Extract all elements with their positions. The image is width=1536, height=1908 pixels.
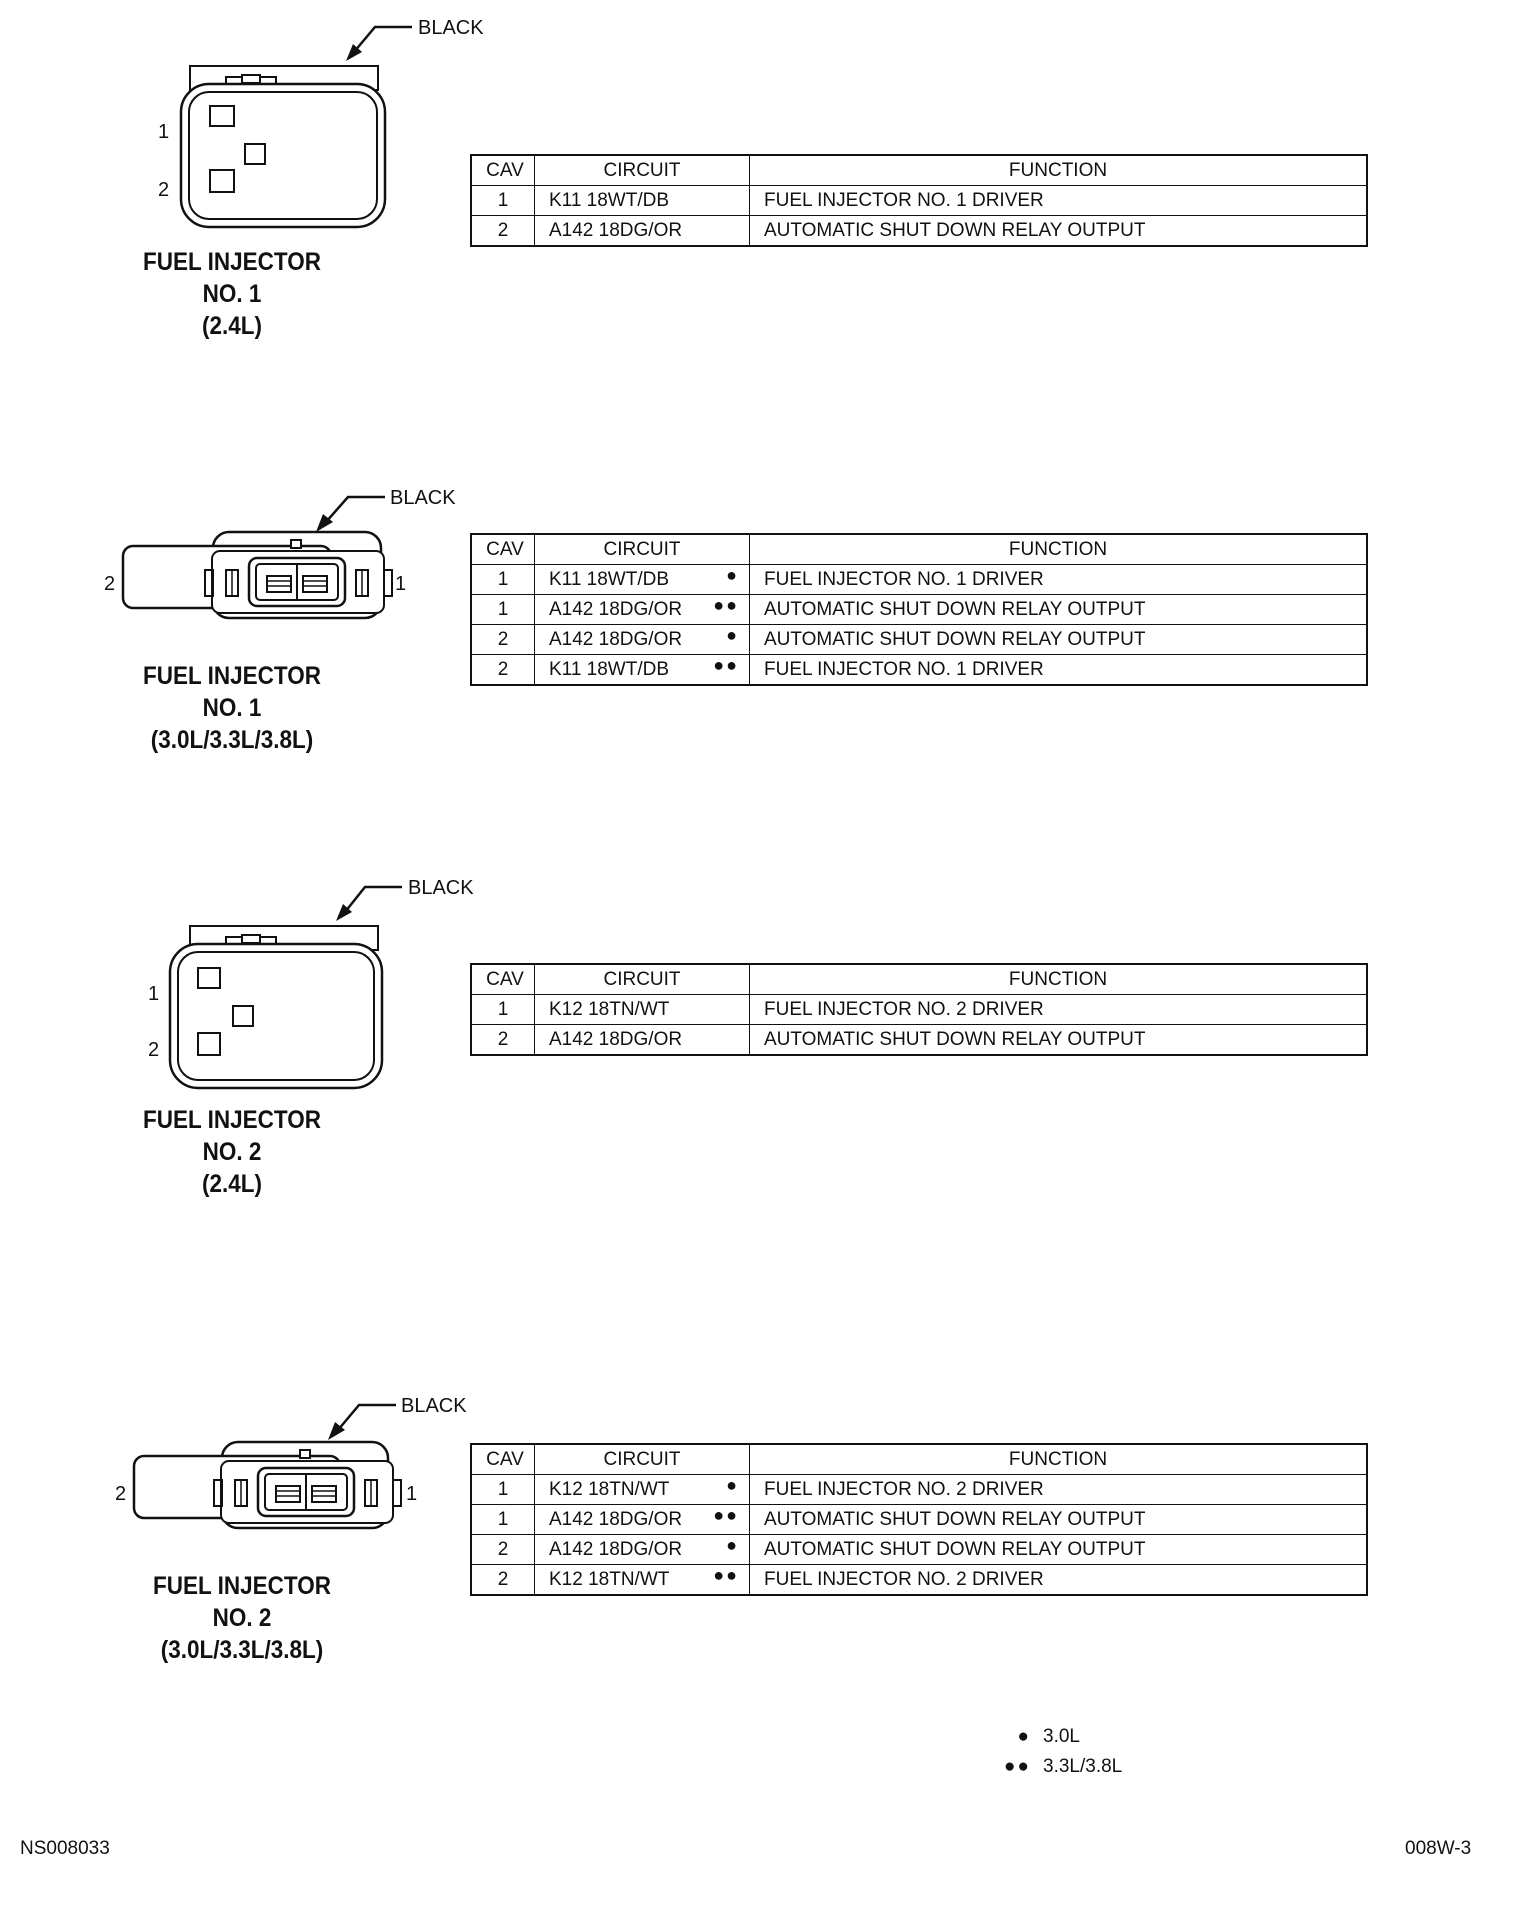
function-cell: FUEL INJECTOR NO. 1 DRIVER bbox=[750, 565, 1368, 595]
cavity-cell: 2 bbox=[471, 1535, 535, 1565]
circuit-code: A142 18DG/OR bbox=[549, 598, 683, 620]
function-cell: FUEL INJECTOR NO. 2 DRIVER bbox=[750, 1475, 1368, 1505]
title-line: NO. 1 bbox=[202, 280, 262, 308]
connector-title bbox=[152, 1570, 332, 1666]
circuit-cell bbox=[535, 565, 750, 595]
table-row bbox=[471, 565, 1367, 595]
pin-label-1: 1 bbox=[395, 573, 407, 595]
connector-title bbox=[142, 1104, 322, 1200]
connector-title bbox=[142, 660, 322, 756]
header-cav: CAV bbox=[471, 964, 535, 995]
color-label: BLACK bbox=[418, 17, 484, 39]
legend-item bbox=[985, 1752, 1122, 1782]
header-function: FUNCTION bbox=[750, 1444, 1368, 1475]
legend-symbol: ● bbox=[1017, 1726, 1031, 1747]
table-header-row bbox=[471, 964, 1367, 995]
function-cell: AUTOMATIC SHUT DOWN RELAY OUTPUT bbox=[750, 595, 1368, 625]
header-circuit: CIRCUIT bbox=[535, 964, 750, 995]
engine-marker: ●● bbox=[713, 1565, 739, 1585]
figure-id-left: NS008033 bbox=[20, 1838, 110, 1859]
header-function: FUNCTION bbox=[750, 534, 1368, 565]
table-row bbox=[471, 1565, 1367, 1596]
figure-id-right: 008W-3 bbox=[1405, 1838, 1472, 1859]
circuit-cell bbox=[535, 1565, 750, 1596]
pin-label-2: 2 bbox=[104, 573, 116, 595]
pinout-table-2 bbox=[470, 533, 1368, 686]
function-cell: AUTOMATIC SHUT DOWN RELAY OUTPUT bbox=[750, 1025, 1368, 1056]
connector-face-drawing bbox=[90, 870, 474, 1110]
circuit-cell bbox=[535, 216, 750, 247]
pinout-table-1 bbox=[470, 154, 1368, 247]
table-row bbox=[471, 1475, 1367, 1505]
header-circuit: CIRCUIT bbox=[535, 1444, 750, 1475]
engine-marker: ●● bbox=[713, 595, 739, 615]
title-line: FUEL INJECTOR bbox=[143, 248, 321, 276]
pin-label-2: 2 bbox=[115, 1483, 127, 1505]
function-cell: AUTOMATIC SHUT DOWN RELAY OUTPUT bbox=[750, 1535, 1368, 1565]
engine-marker: ●● bbox=[713, 655, 739, 675]
color-label: BLACK bbox=[401, 1395, 467, 1417]
title-line: FUEL INJECTOR bbox=[153, 1572, 331, 1600]
function-cell: AUTOMATIC SHUT DOWN RELAY OUTPUT bbox=[750, 1505, 1368, 1535]
cavity-cell: 1 bbox=[471, 1475, 535, 1505]
table-row bbox=[471, 1025, 1367, 1056]
circuit-code: K11 18WT/DB bbox=[549, 189, 670, 211]
function-cell: FUEL INJECTOR NO. 2 DRIVER bbox=[750, 995, 1368, 1025]
circuit-code: K12 18TN/WT bbox=[549, 1478, 670, 1500]
circuit-cell bbox=[535, 1025, 750, 1056]
connector-face-drawing bbox=[90, 1380, 467, 1580]
engine-marker: ● bbox=[726, 1475, 739, 1495]
table-row bbox=[471, 625, 1367, 655]
table-header-row bbox=[471, 1444, 1367, 1475]
table-row bbox=[471, 995, 1367, 1025]
legend-label: 3.3L/3.8L bbox=[1043, 1756, 1123, 1777]
circuit-cell bbox=[535, 186, 750, 216]
connector-face-drawing bbox=[90, 470, 456, 670]
table-row bbox=[471, 1505, 1367, 1535]
cavity-cell: 1 bbox=[471, 186, 535, 216]
title-line: NO. 2 bbox=[202, 1138, 262, 1166]
color-label: BLACK bbox=[408, 877, 474, 899]
cavity-cell: 2 bbox=[471, 625, 535, 655]
title-line: (3.0L/3.3L/3.8L) bbox=[160, 1636, 324, 1664]
cavity-cell: 2 bbox=[471, 216, 535, 247]
cavity-cell: 1 bbox=[471, 995, 535, 1025]
engine-marker: ● bbox=[726, 625, 739, 645]
table-header-row bbox=[471, 155, 1367, 186]
pin-label-1: 1 bbox=[158, 121, 170, 143]
table-row bbox=[471, 186, 1367, 216]
circuit-code: A142 18DG/OR bbox=[549, 1508, 683, 1530]
circuit-code: K12 18TN/WT bbox=[549, 998, 670, 1020]
color-label: BLACK bbox=[390, 487, 456, 509]
circuit-code: A142 18DG/OR bbox=[549, 1538, 683, 1560]
table-header-row bbox=[471, 534, 1367, 565]
pinout-table-3 bbox=[470, 963, 1368, 1056]
cavity-cell: 1 bbox=[471, 1505, 535, 1535]
function-cell: AUTOMATIC SHUT DOWN RELAY OUTPUT bbox=[750, 625, 1368, 655]
circuit-code: K11 18WT/DB bbox=[549, 568, 670, 590]
title-line: FUEL INJECTOR bbox=[143, 662, 321, 690]
legend-item bbox=[985, 1722, 1122, 1752]
circuit-cell bbox=[535, 625, 750, 655]
connector-title bbox=[142, 246, 322, 342]
circuit-cell bbox=[535, 655, 750, 686]
pinout-table-4 bbox=[470, 1443, 1368, 1596]
pin-label-1: 1 bbox=[148, 983, 160, 1005]
header-cav: CAV bbox=[471, 534, 535, 565]
engine-marker: ● bbox=[726, 1535, 739, 1555]
cavity-cell: 2 bbox=[471, 655, 535, 686]
header-cav: CAV bbox=[471, 1444, 535, 1475]
circuit-cell bbox=[535, 1535, 750, 1565]
cavity-cell: 2 bbox=[471, 1025, 535, 1056]
connector-face-drawing bbox=[90, 0, 484, 240]
table-row bbox=[471, 1535, 1367, 1565]
header-function: FUNCTION bbox=[750, 964, 1368, 995]
function-cell: FUEL INJECTOR NO. 1 DRIVER bbox=[750, 186, 1368, 216]
table-row bbox=[471, 216, 1367, 247]
pin-label-2: 2 bbox=[148, 1039, 160, 1061]
engine-legend bbox=[985, 1722, 1122, 1782]
circuit-cell bbox=[535, 595, 750, 625]
circuit-code: A142 18DG/OR bbox=[549, 1028, 683, 1050]
function-cell: FUEL INJECTOR NO. 1 DRIVER bbox=[750, 655, 1368, 686]
header-cav: CAV bbox=[471, 155, 535, 186]
cavity-cell: 1 bbox=[471, 565, 535, 595]
circuit-cell bbox=[535, 1475, 750, 1505]
circuit-cell bbox=[535, 1505, 750, 1535]
legend-label: 3.0L bbox=[1043, 1726, 1080, 1747]
table-row bbox=[471, 655, 1367, 686]
legend-symbol: ●● bbox=[1004, 1756, 1031, 1777]
engine-marker: ●● bbox=[713, 1505, 739, 1525]
circuit-code: A142 18DG/OR bbox=[549, 628, 683, 650]
table-row bbox=[471, 595, 1367, 625]
circuit-code: K12 18TN/WT bbox=[549, 1568, 670, 1590]
title-line: (2.4L) bbox=[201, 312, 263, 340]
title-line: (2.4L) bbox=[201, 1170, 263, 1198]
header-function: FUNCTION bbox=[750, 155, 1368, 186]
cavity-cell: 1 bbox=[471, 595, 535, 625]
circuit-cell bbox=[535, 995, 750, 1025]
pin-label-2: 2 bbox=[158, 179, 170, 201]
circuit-code: K11 18WT/DB bbox=[549, 658, 670, 680]
pin-label-1: 1 bbox=[406, 1483, 418, 1505]
engine-marker: ● bbox=[726, 565, 739, 585]
title-line: NO. 2 bbox=[212, 1604, 272, 1632]
header-circuit: CIRCUIT bbox=[535, 534, 750, 565]
title-line: NO. 1 bbox=[202, 694, 262, 722]
header-circuit: CIRCUIT bbox=[535, 155, 750, 186]
title-line: (3.0L/3.3L/3.8L) bbox=[150, 726, 314, 754]
title-line: FUEL INJECTOR bbox=[143, 1106, 321, 1134]
function-cell: FUEL INJECTOR NO. 2 DRIVER bbox=[750, 1565, 1368, 1596]
function-cell: AUTOMATIC SHUT DOWN RELAY OUTPUT bbox=[750, 216, 1368, 247]
cavity-cell: 2 bbox=[471, 1565, 535, 1596]
circuit-code: A142 18DG/OR bbox=[549, 219, 683, 241]
